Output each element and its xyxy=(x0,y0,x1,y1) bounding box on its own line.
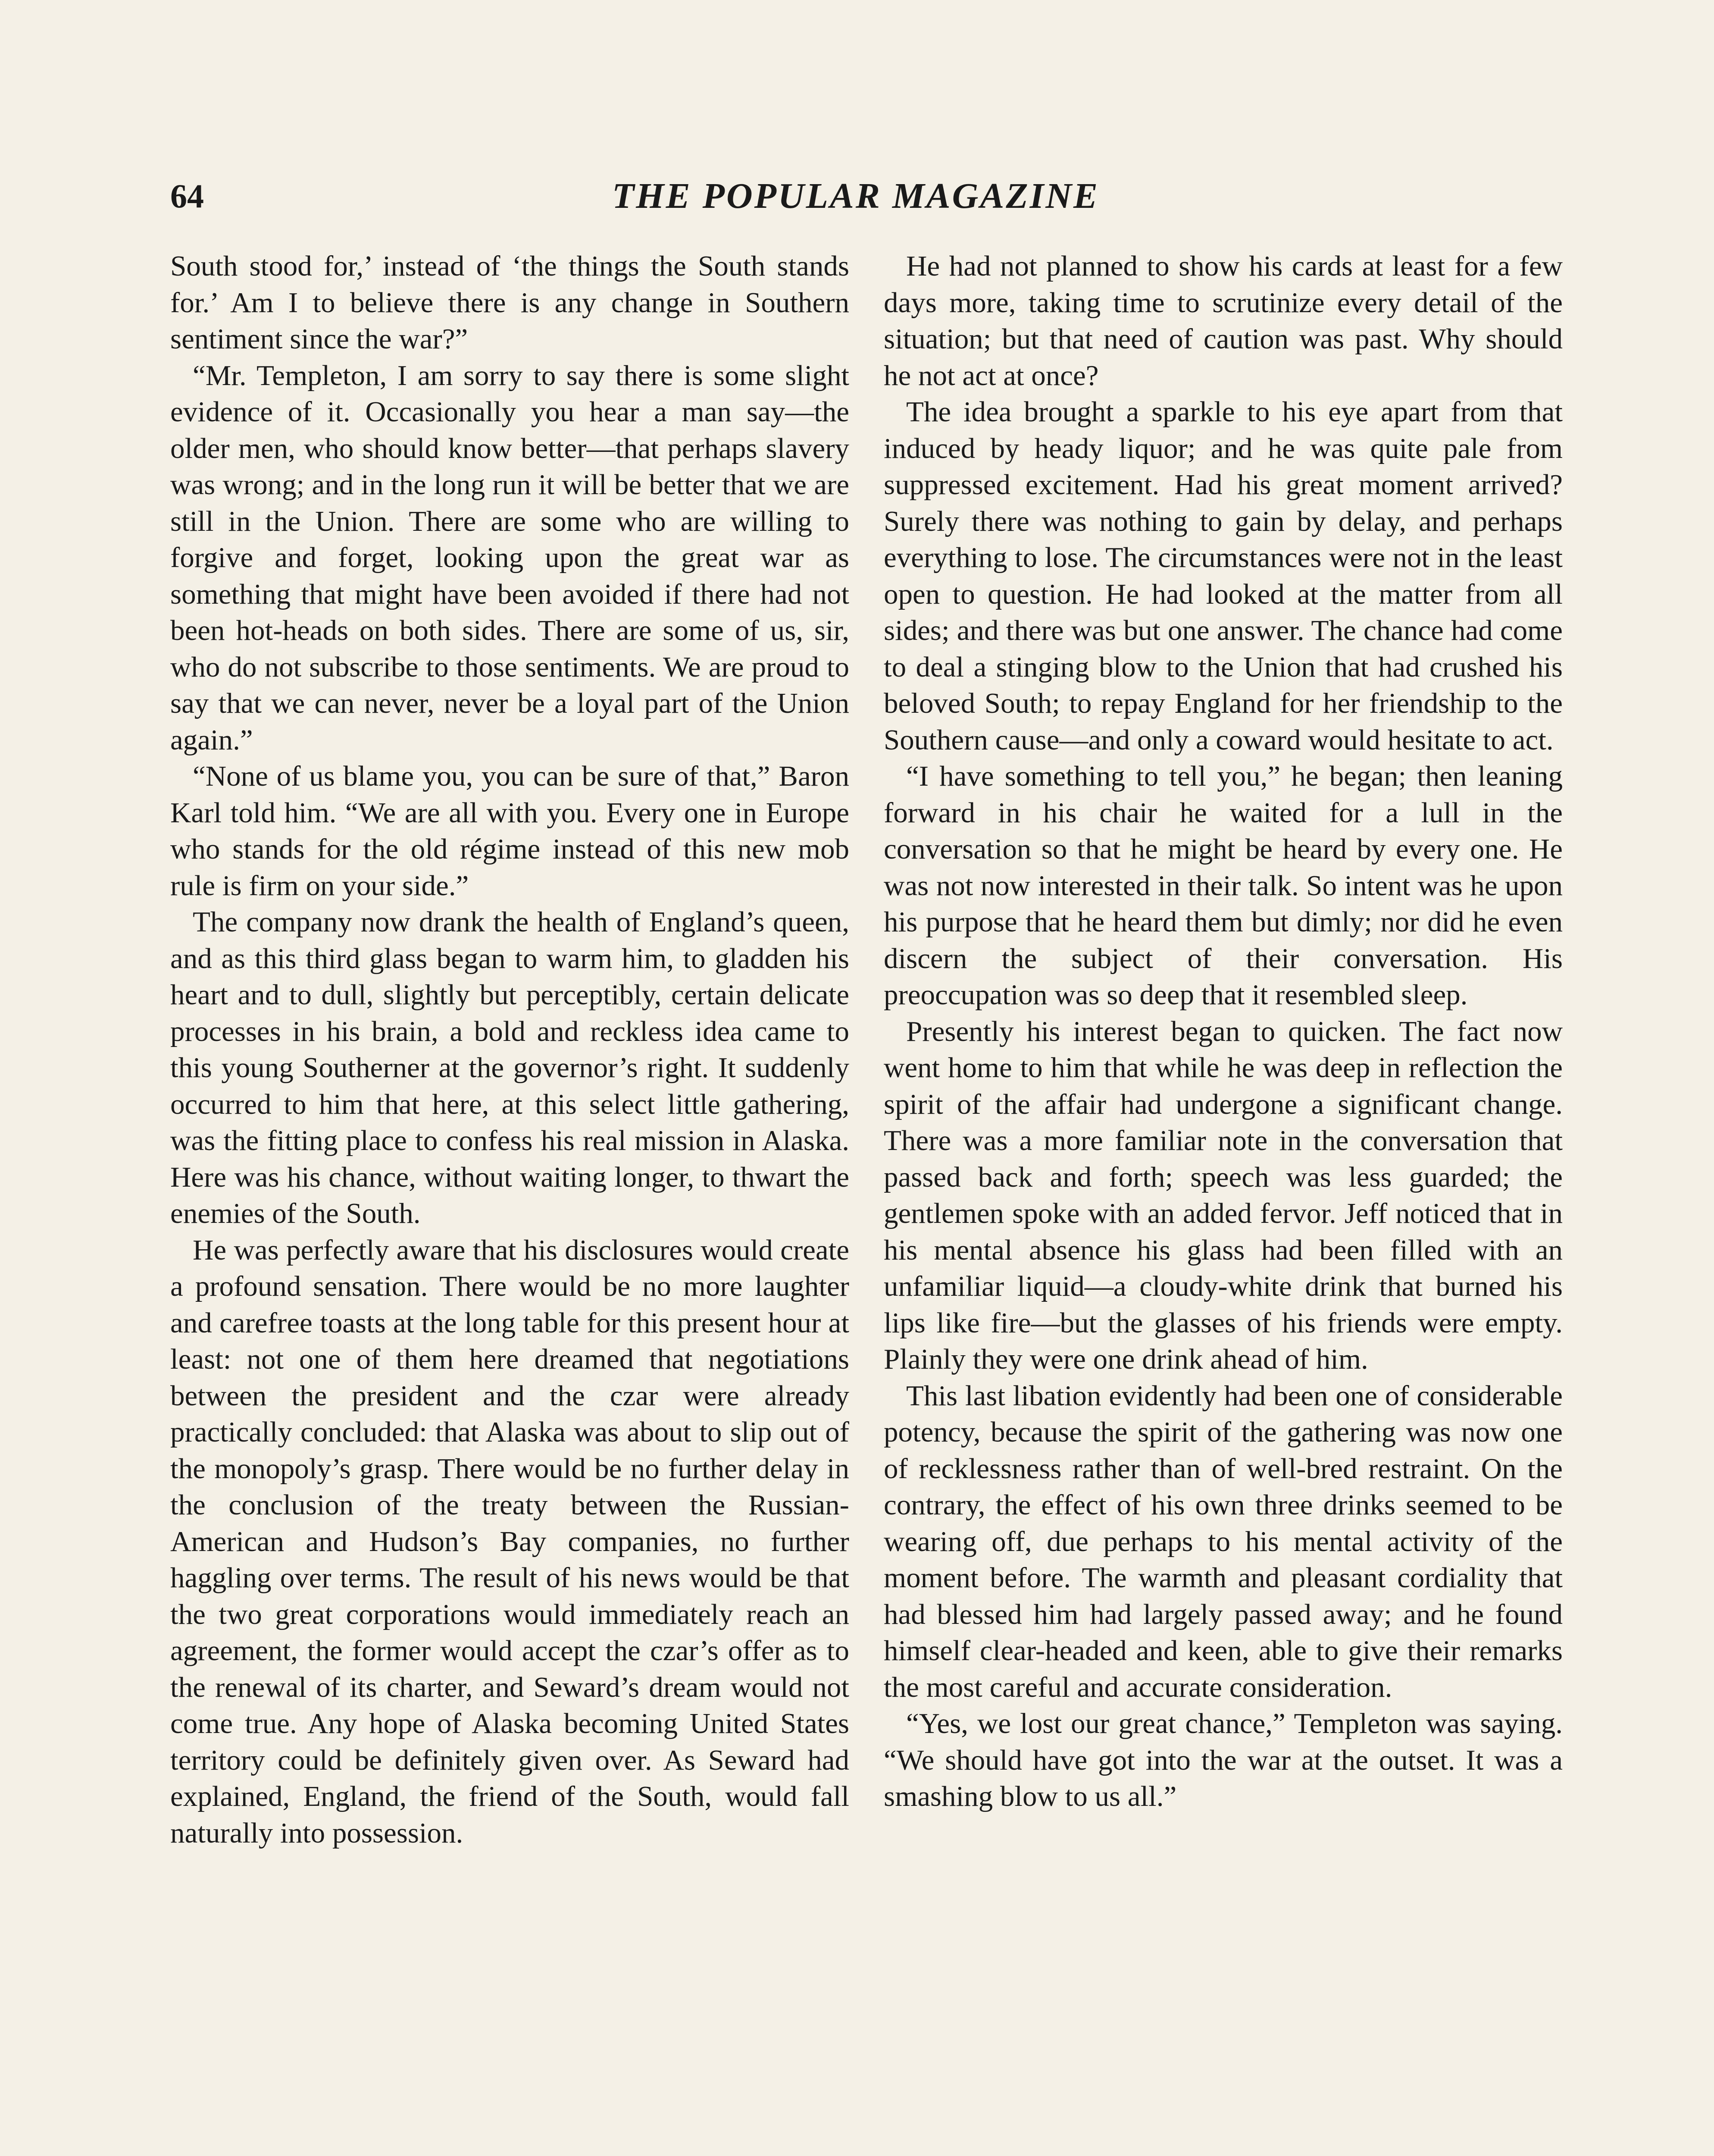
paragraph: “Mr. Templeton, I am sorry to say there is some slight evidence of it. Occasionally you hear a man say—the older men, who should know better—that perhaps slavery was wrong; and in the long run it will be better that we are still in the Union. There are some who are willing to forgive and forget, looking upon the great war as something that might have been avoided if there had not been hot-heads on both sides. There are some of us, sir, who do not subscribe to those sentiments. We are proud to say that we can never, never be a loyal part of the Union again.” xyxy=(170,359,849,756)
paragraph: “I have something to tell you,” he began; then leaning forward in his chair he waited for a lull in the conversation so that he might be heard by every one. He was not now interested in their talk. So intent was he upon his purpose that he heard them but dimly; nor did he even discern the subject of their conversation. His preoccupation was so deep that it resembled sleep. xyxy=(884,760,1563,1011)
paragraph: The company now drank the health of England’s queen, and as this third glass began to warm him, to gladden his heart and to dull, slightly but perceptibly, certain delicate processes in his brain, a bold and reckless idea came to this young Southerner at the governor’s right. It suddenly occurred to him that here, at this select little gathering, was the fitting place to confess his real mission in Alaska. Here was his chance, without waiting longer, to thwart the enemies of the South. xyxy=(170,906,849,1229)
paragraph: He had not planned to show his cards at least for a few days more, taking time to scrutinize every detail of the situation; but that need of caution was past. Why should he not act at once? xyxy=(884,250,1563,392)
page-header xyxy=(170,170,1541,222)
paragraph: The idea brought a sparkle to his eye apart from that induced by heady liquor; and he was quite pale from suppressed excitement. Had his great moment arrived? Surely there was nothing to gain by delay, and perhaps everything to lose. The circumstances were not in the least open to question. He had looked at the matter from all sides; and there was but one answer. The chance had come to deal a stinging blow to the Union that had crushed his beloved South; to repay England for her friendship to the Southern cause—and only a coward would hesitate to act. xyxy=(884,396,1563,756)
running-title: THE POPULAR MAGAZINE xyxy=(612,176,1100,216)
paragraph: Presently his interest began to quicken. The fact now went home to him that while he was deep in reflection the spirit of the affair had undergone a significant change. There was a more familiar note in the conversation that passed back and forth; speech was less guarded; the gentlemen spoke with an added fervor. Jeff noticed that in his mental absence his glass had been filled with an unfamiliar liquid—a cloudy-white drink that burned his lips like fire—but the glasses of his friends were empty. Plainly they were one drink ahead of him. xyxy=(884,1015,1563,1375)
paragraph: He was perfectly aware that his disclosures would create a profound sensation. There would be no more laughter and carefree toasts at the long table for this present hour at least: not one of them here dreamed that negotiations between the president and the czar were already practically concluded: that Alaska was about to slip out of the monopoly’s grasp. There would be no further delay in the conclusion of the treaty between the Russian-American and Hudson’s Bay companies, no further haggling over terms. The result of his news would be that the two great corporations would immediately reach an agreement, the former would accept the czar’s offer as to the renewal of its charter, and Seward’s dream would not come true. Any hope of Alaska becoming United States territory could be definitely given over. As Seward had explained, England, the friend of the South, would fall naturally into possession. xyxy=(170,1234,849,1849)
paragraph: This last libation evidently had been one of considerable potency, because the spirit of the gathering was now one of recklessness rather than of well-bred restraint. On the contrary, the effect of his own three drinks seemed to be wearing off, due perhaps to his mental activity of the moment before. The warmth and pleasant cordiality that had blessed him had largely passed away; and he found himself clear-headed and keen, able to give their remarks the most careful and accurate consideration. xyxy=(884,1379,1563,1703)
paragraph: “None of us blame you, you can be sure of that,” Baron Karl told him. “We are all with you. Every one in Europe who stands for the old régime instead of this new mob rule is firm on your side.” xyxy=(170,760,849,902)
right-column xyxy=(884,248,1563,1815)
paragraph: South stood for,’ instead of ‘the things the South stands for.’ Am I to believe there is any change in Southern sentiment since the war?” xyxy=(170,250,849,355)
paragraph: “Yes, we lost our great chance,” Templeton was saying. “We should have got into the war at the outset. It was a smashing blow to us all.” xyxy=(884,1708,1563,1812)
left-column xyxy=(170,248,849,1851)
page-number: 64 xyxy=(170,177,204,215)
